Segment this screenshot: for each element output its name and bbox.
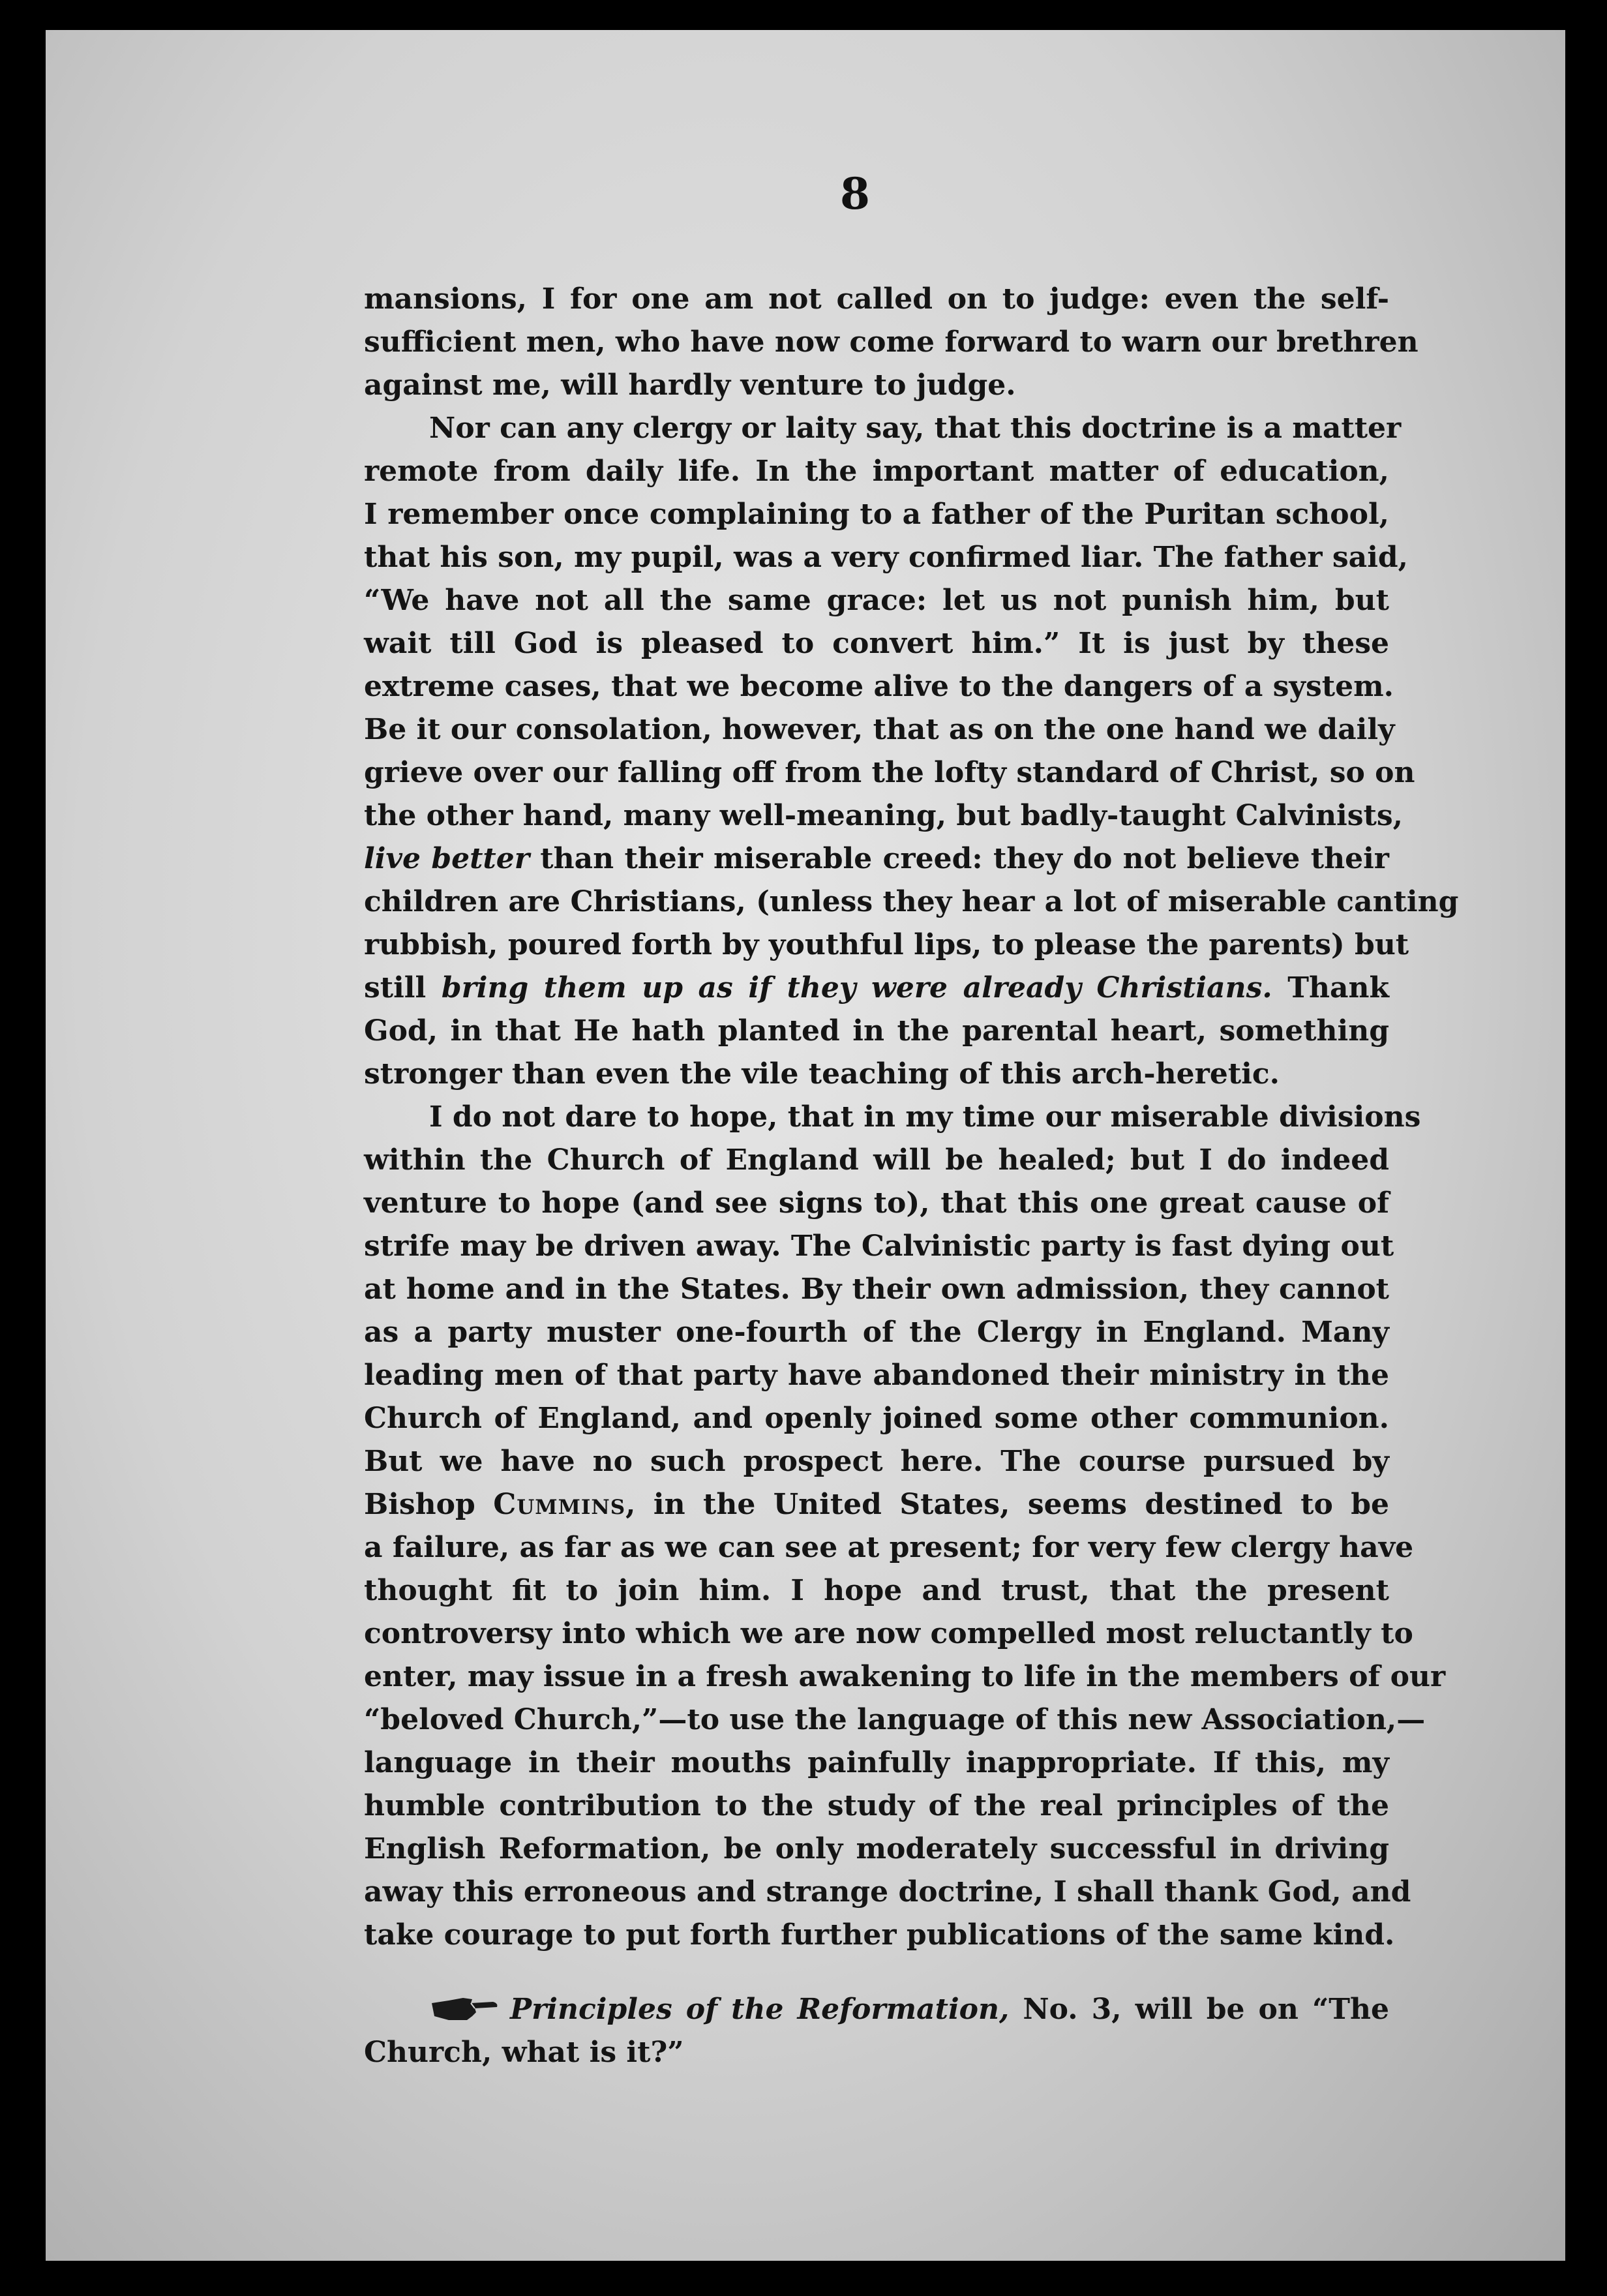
text-fragment: Bishop <box>364 1488 494 1521</box>
text-line: against me, will hardly venture to judge. <box>364 369 1016 402</box>
text-line: language in their mouths painfully inappropriate. If this, my <box>364 1746 1389 1779</box>
text-line: take courage to put forth further publications of the same kind. <box>364 1918 1395 1952</box>
text-fragment: No. 3, <box>1009 1993 1122 2026</box>
text-line: enter, may issue in a fresh awakening to life in the members of our <box>364 1660 1446 1693</box>
text-line: But we have no such prospect here. The course pursued by <box>364 1445 1389 1478</box>
paragraph-1 <box>364 278 1419 407</box>
text-line: strife may be driven away. The Calvinistic party is fast dying out <box>364 1230 1394 1263</box>
pointing-hand-icon <box>429 1994 500 2023</box>
text-line: I remember once complaining to a father of the Puritan school, <box>364 498 1389 531</box>
text-line: a failure, as far as we can see at present; for very few clergy have <box>364 1531 1414 1564</box>
text-line: Church of England, and openly joined some other communion. <box>364 1402 1389 1435</box>
text-line: at home and in the States. By their own admission, they cannot <box>364 1273 1389 1306</box>
text-line: children are Christians, (unless they hear a lot of miserable canting <box>364 885 1459 918</box>
text-line <box>364 967 1389 1010</box>
text-line <box>364 1988 1389 2031</box>
text-line: within the Church of England will be healed; but I do indeed <box>364 1143 1389 1177</box>
text-line: grieve over our falling off from the lofty standard of Christ, so on <box>364 756 1415 789</box>
text-fragment: still <box>364 971 442 1004</box>
text-line: “We have not all the same grace: let us not punish him, but <box>364 584 1389 617</box>
text-line: as a party muster one-fourth of the Clergy in England. Many <box>364 1316 1389 1349</box>
italic-text: live better <box>364 842 530 875</box>
text-line: the other hand, many well-meaning, but badly-taught Calvinists, <box>364 799 1403 832</box>
text-line: “beloved Church,”—to use the language of this new Association,— <box>364 1703 1426 1736</box>
text-line: stronger than even the vile teaching of this arch-heretic. <box>364 1057 1280 1091</box>
paragraph-2 <box>364 407 1459 1096</box>
text-line: Church, what is it?” <box>364 2036 684 2069</box>
page-number: 8 <box>840 168 870 219</box>
text-line: remote from daily life. In the important matter of education, <box>364 455 1389 488</box>
text-line: that his son, my pupil, was a very confirmed liar. The father said, <box>364 541 1408 574</box>
text-line: leading men of that party have abandoned their ministry in the <box>364 1359 1389 1392</box>
text-fragment: , in the United States, seems destined to be <box>625 1488 1389 1521</box>
text-fragment: Thank <box>1272 971 1389 1004</box>
text-line: away this erroneous and strange doctrine, I shall thank God, and <box>364 1875 1411 1909</box>
text-line: mansions, I for one am not called on to judge: even the self- <box>364 282 1389 316</box>
text-line: humble contribution to the study of the real principles of the <box>364 1789 1389 1822</box>
paper-sheet <box>46 30 1565 2261</box>
text-line: extreme cases, that we become alive to the dangers of a system. <box>364 670 1394 703</box>
text-line: thought fit to join him. I hope and trust, that the present <box>364 1574 1389 1607</box>
text-fragment: will be on “The <box>1121 1993 1389 2026</box>
text-line: controversy into which we are now compelled most reluctantly to <box>364 1617 1413 1650</box>
text-line: I do not dare to hope, that in my time our miserable divisions <box>429 1100 1421 1134</box>
text-line: Be it our consolation, however, that as on the one hand we daily <box>364 713 1395 746</box>
text-line: wait till God is pleased to convert him.” It is just by these <box>364 627 1389 660</box>
italic-text: Principles of the Reformation, <box>510 1993 1010 2026</box>
body-text <box>364 278 1459 2074</box>
text-line: sufficient men, who have now come forward to warn our brethren <box>364 325 1419 359</box>
text-line: English Reformation, be only moderately successful in driving <box>364 1832 1389 1865</box>
text-line: venture to hope (and see signs to), that this one great cause of <box>364 1186 1389 1220</box>
italic-text: bring them up as if they were already Christians. <box>441 971 1272 1004</box>
text-fragment: than their miserable creed: they do not believe their <box>529 842 1389 875</box>
notice <box>364 1988 1389 2074</box>
text-line <box>364 1483 1389 1526</box>
text-line <box>364 838 1389 881</box>
small-caps-name: Cummins <box>493 1488 626 1521</box>
text-line: God, in that He hath planted in the parental heart, something <box>364 1014 1389 1048</box>
text-line: Nor can any clergy or laity say, that this doctrine is a matter <box>429 412 1402 445</box>
text-line: rubbish, poured forth by youthful lips, to please the parents) but <box>364 928 1409 961</box>
paragraph-3 <box>364 1096 1446 1957</box>
